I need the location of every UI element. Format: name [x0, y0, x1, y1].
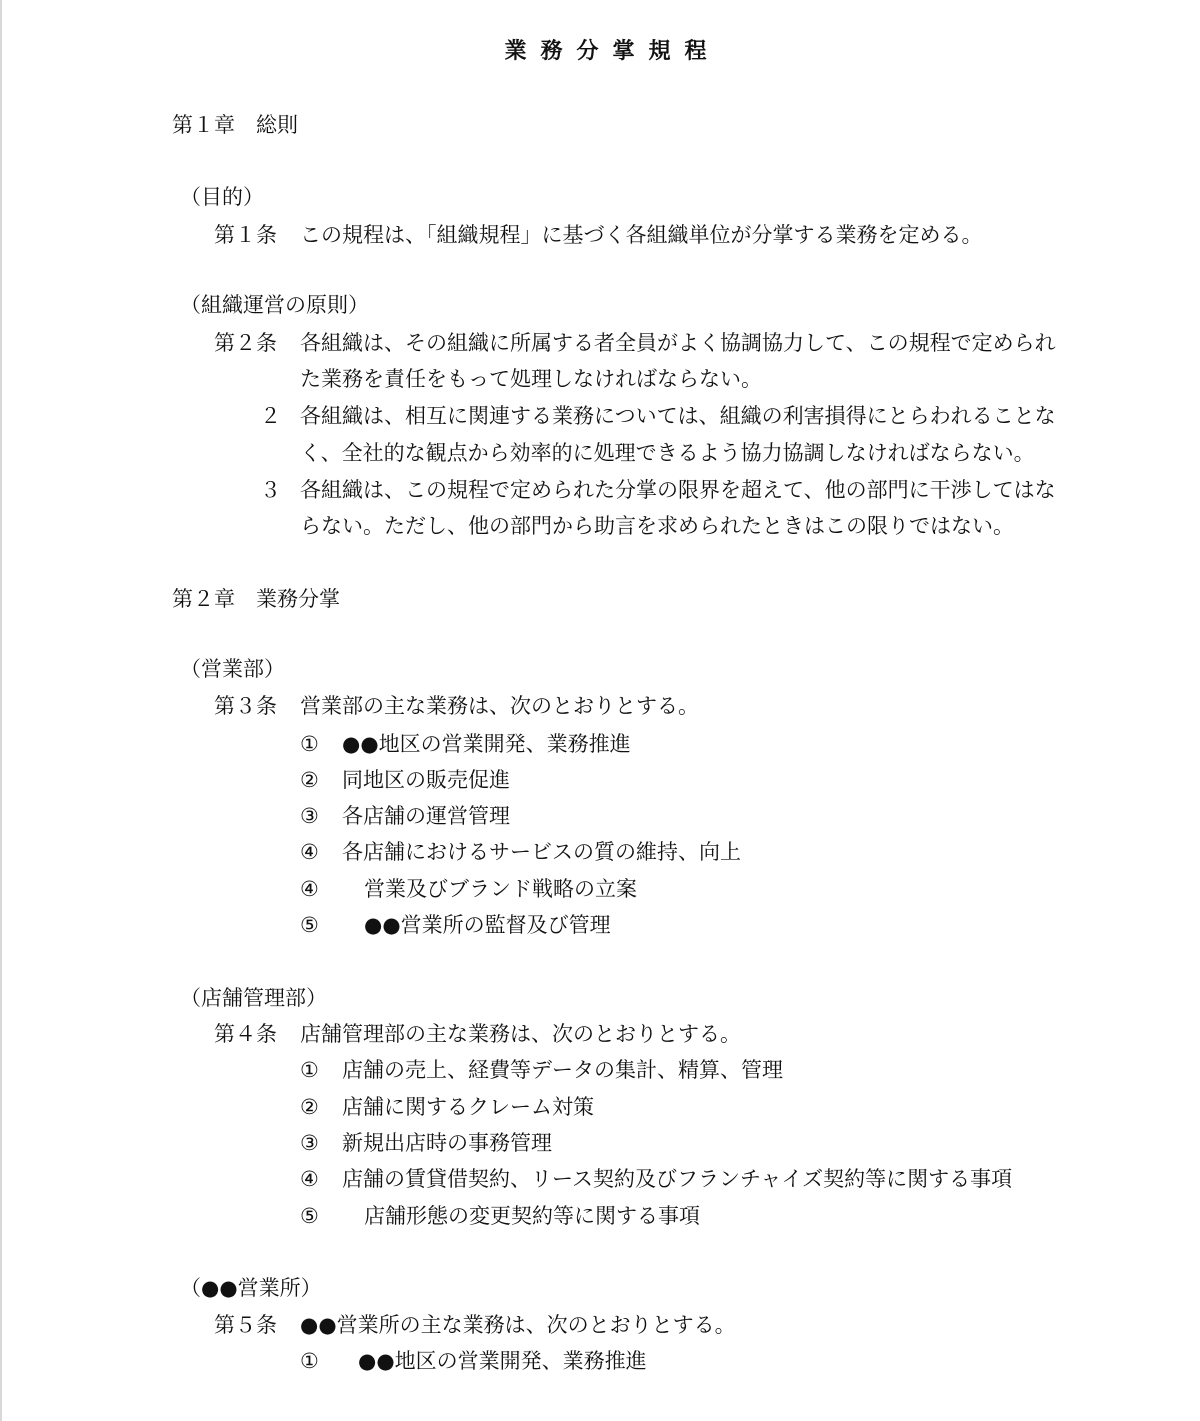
article-caption: （目的）: [180, 185, 264, 209]
article-number: 第３条: [214, 694, 277, 718]
list-item-text: 新規出店時の事務管理: [342, 1131, 552, 1155]
article-text: た業務を責任をもって処理しなければならない。: [300, 367, 762, 391]
article-number: 第４条: [214, 1022, 277, 1046]
paragraph-text: く、全社的な観点から効率的に処理できるよう協力協調しなければならない。: [300, 441, 1035, 465]
list-item-text: 営業及びブランド戦略の立案: [364, 877, 637, 901]
article-text: 店舗管理部の主な業務は、次のとおりとする。: [300, 1022, 741, 1046]
list-item-mark: ①: [300, 1349, 319, 1373]
list-item-mark: ④: [300, 840, 319, 864]
article-text: 営業部の主な業務は、次のとおりとする。: [300, 694, 699, 718]
list-item-text: 店舗の売上、経費等データの集計、精算、管理: [342, 1058, 783, 1082]
list-item-text: 各店舗の運営管理: [342, 804, 510, 828]
article-text: ●●営業所の主な業務は、次のとおりとする。: [300, 1313, 736, 1337]
list-item-mark: ②: [300, 1095, 319, 1119]
article-text: 各組織は、その組織に所属する者全員がよく協調協力して、この規程で定められ: [300, 331, 1056, 355]
list-item-mark: ②: [300, 768, 319, 792]
list-item-text: 店舗形態の変更契約等に関する事項: [364, 1204, 700, 1228]
paragraph-number: ２: [260, 404, 281, 428]
article-caption: （組織運営の原則）: [180, 293, 369, 317]
document-title: 業務分掌規程: [504, 38, 721, 64]
list-item-text: 店舗の賃貸借契約、リース契約及びフランチャイズ契約等に関する事項: [342, 1167, 1013, 1191]
article-caption: （営業部）: [180, 657, 285, 681]
paragraph-text: 各組織は、相互に関連する業務については、組織の利害損得にとらわれることな: [300, 404, 1056, 428]
list-item-mark: ④: [300, 1167, 319, 1191]
chapter-heading: 第２章 業務分掌: [172, 587, 340, 611]
list-item-mark: ③: [300, 1131, 319, 1155]
chapter-heading: 第１章 総則: [172, 113, 298, 137]
article-number: 第１条: [214, 223, 277, 247]
list-item-text: 店舗に関するクレーム対策: [342, 1095, 594, 1119]
list-item-text: ●●地区の営業開発、業務推進: [358, 1349, 647, 1373]
article-number: 第２条: [214, 331, 277, 355]
list-item-mark: ⑤: [300, 913, 319, 937]
article-caption: （店舗管理部）: [180, 986, 327, 1010]
article-number: 第５条: [214, 1313, 277, 1337]
list-item-mark: ⑤: [300, 1204, 319, 1228]
paragraph-number: ３: [260, 478, 281, 502]
page-edge: [0, 0, 2, 1421]
list-item-mark: ④: [300, 877, 319, 901]
list-item-mark: ①: [300, 1058, 319, 1082]
list-item-text: ●●地区の営業開発、業務推進: [342, 732, 631, 756]
list-item-text: 同地区の販売促進: [342, 768, 510, 792]
paragraph-text: らない。ただし、他の部門から助言を求められたときはこの限りではない。: [300, 514, 1014, 538]
list-item-text: ●●営業所の監督及び管理: [364, 913, 611, 937]
list-item-text: 各店舗におけるサービスの質の維持、向上: [342, 840, 741, 864]
article-caption: （●●営業所）: [180, 1276, 322, 1300]
list-item-mark: ①: [300, 732, 319, 756]
article-text: この規程は、「組織規程」に基づく各組織単位が分掌する業務を定める。: [300, 223, 983, 247]
list-item-mark: ③: [300, 804, 319, 828]
paragraph-text: 各組織は、この規程で定められた分掌の限界を超えて、他の部門に干渉してはな: [300, 478, 1056, 502]
